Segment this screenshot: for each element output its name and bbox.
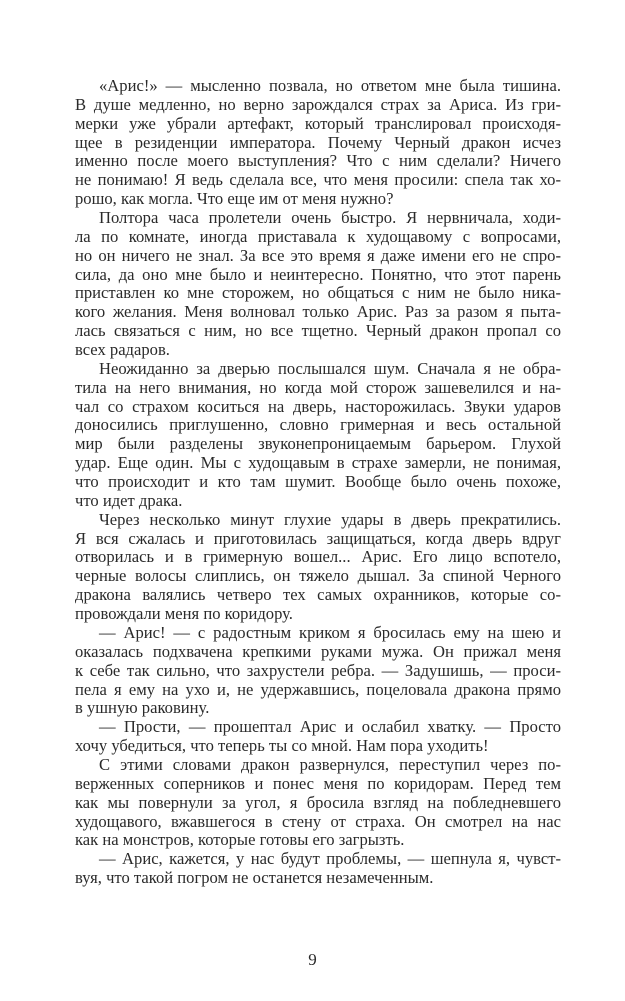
text-line: но он ничего не знал. За все это время я даже имени его не спро- [75,245,561,265]
text-line: что происходит и кто там шумит. Вообще было очень похоже, [75,472,561,492]
paragraph [75,209,561,360]
text-line: всех радаров. [75,340,170,360]
paragraph [75,756,561,850]
text-line: мерки уже убрали артефакт, который транслировал происходя- [75,113,561,133]
text-line: С этими словами дракон развернулся, переступил через по- [99,754,561,774]
text-line: — Арис! — с радостным криком я бросилась ему на шею и [99,622,561,642]
text-line: — Арис, кажется, у нас будут проблемы, — шепнула я, чувст- [99,849,561,869]
text-line: вуя, что такой погром не останется незамеченным. [75,868,434,888]
text-line: тила на него внимания, но когда мой сторож зашевелился и на- [75,377,561,397]
text-line: что идет драка. [75,490,183,510]
text-line: щее в резиденции императора. Почему Черный дракон исчез [75,132,561,152]
text-line: чал со страхом коситься на дверь, насторожилась. Звуки ударов [75,396,561,416]
text-line: приставлен ко мне сторожем, но общаться с ним не было ника- [75,283,561,303]
text-line: худощавого, вжавшегося в стену от страха. Он смотрел на нас [75,811,561,831]
text-line: отворилась и в гримерную вошел... Арис. Его лицо вспотело, [75,547,561,567]
text-line: хочу убедиться, что теперь ты со мной. Нам пора уходить! [75,736,489,756]
text-line: черные волосы слиплись, он тяжело дышал. За спиной Черного [75,566,561,586]
text-line: «Арис!» — мысленно позвала, но ответом мне была тишина. [99,76,561,95]
text-line: пела я ему на ухо и, не удержавшись, поцеловала дракона прямо [75,679,561,699]
text-line: доносились приглушенно, словно гримерная и весь остальной [75,415,561,435]
text-line: именно после моего выступления? Что с ним сделали? Ничего [75,151,561,171]
text-line: Неожиданно за дверью послышался шум. Сначала я не обра- [99,358,561,378]
text-line: верженных соперников и понес меня по коридорам. Перед тем [75,773,561,793]
text-line: провождали меня по коридору. [75,604,293,624]
text-line: рошо, как могла. Что еще им от меня нужно? [75,189,394,209]
text-line: как на монстров, которые готовы его загрызть. [75,830,405,850]
text-line: — Прости, — прошептал Арис и ослабил хватку. — Просто [99,717,561,737]
text-line: в ушную раковину. [75,698,210,718]
text-line: оказалась подхвачена крепкими руками мужа. Он прижал меня [75,641,561,661]
text-line: мир были разделены звуконепроницаемым барьером. Глухой [75,434,561,454]
paragraph [75,718,561,756]
paragraph [75,850,561,888]
paragraph [75,624,561,718]
text-line: ла по комнате, иногда приставала к худощавому с вопросами, [75,226,561,246]
paragraph [75,511,561,624]
book-text [75,77,561,888]
page-number: 9 [308,950,317,969]
text-line: сила, да оно мне было и неинтересно. Понятно, что этот парень [75,264,561,284]
paragraph [75,360,561,511]
text-line: к себе так сильно, что захрустели ребра. — Задушишь, — проси- [75,660,561,680]
text-line: Через несколько минут глухие удары в дверь прекратились. [99,509,561,529]
text-line: В душе медленно, но верно зарождался страх за Ариса. Из гри- [75,94,561,114]
text-line: удар. Еще один. Мы с худощавым в страхе замерли, не понимая, [75,453,561,473]
paragraph [75,77,561,209]
text-line: лась связаться с ним, но все тщетно. Черный дракон пропал со [75,321,561,341]
text-line: как мы повернули за угол, я бросила взгляд на побледневшего [75,792,561,812]
text-line: кого желания. Меня волновал только Арис. Раз за разом я пыта- [75,302,561,322]
text-line: дракона валялись четверо тех самых охранников, которые со- [75,585,561,605]
text-line: Я вся сжалась и приготовилась защищаться, когда дверь вдруг [75,528,561,548]
text-line: Полтора часа пролетели очень быстро. Я нервничала, ходи- [99,208,561,228]
text-line: не понимаю! Я ведь сделала все, что меня просили: спела так хо- [75,170,561,190]
